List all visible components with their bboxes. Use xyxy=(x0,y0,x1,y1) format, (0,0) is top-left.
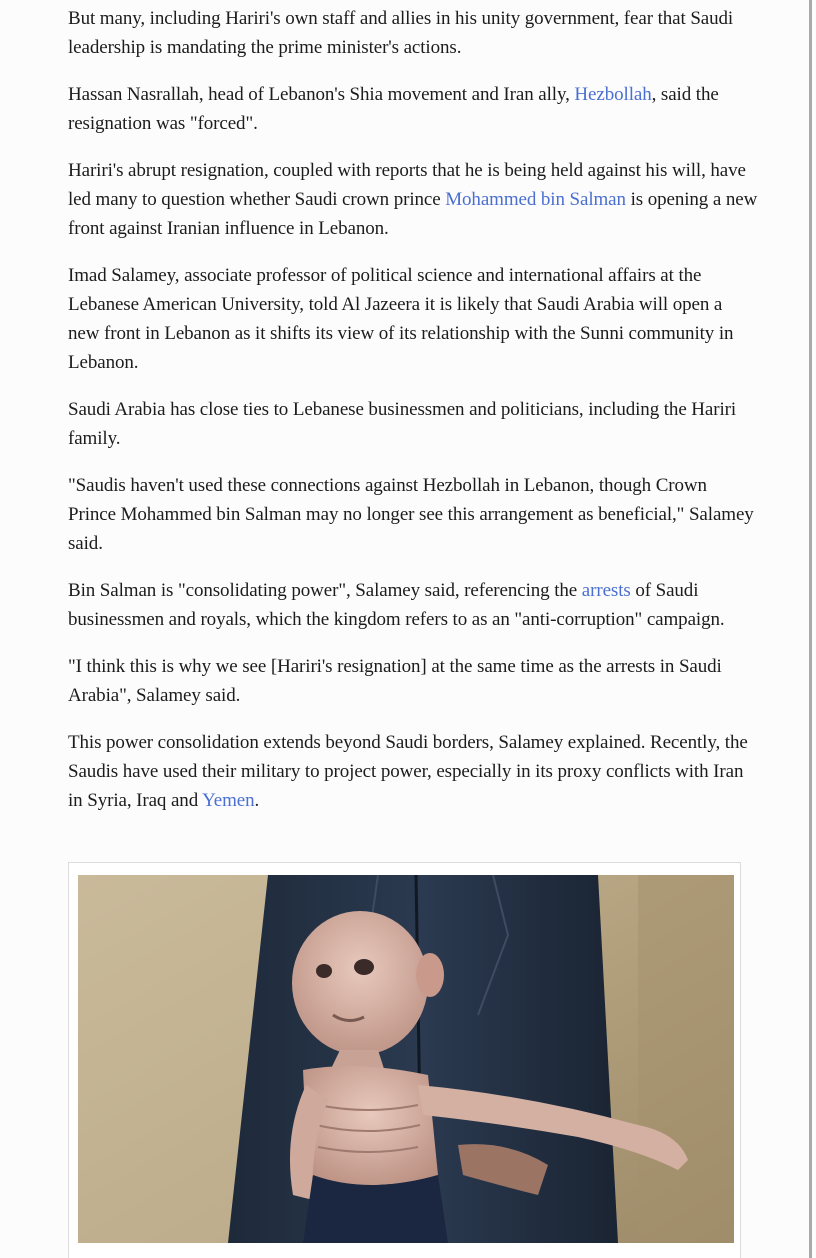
paragraph-7-text-b: of Saudi businessmen and royals, which the kingdom refers to as an "anti-corruption" campaign. xyxy=(68,580,725,630)
hezbollah-link[interactable]: Hezbollah xyxy=(574,84,652,105)
arrests-link[interactable]: arrests xyxy=(581,580,631,601)
mohammed-bin-salman-link[interactable]: Mohammed bin Salman xyxy=(445,189,626,210)
paragraph-9-text-b: . xyxy=(254,790,260,811)
paragraph-2 xyxy=(68,80,758,138)
paragraph-2-text-b: , said the resignation was "forced". xyxy=(68,84,719,134)
paragraph-9 xyxy=(68,728,758,815)
paragraph-5: Saudi Arabia has close ties to Lebanese businessmen and politicians, including the Hariri family. xyxy=(68,399,737,449)
photo-illustration xyxy=(78,875,734,1243)
paragraph-4: Imad Salamey, associate professor of political science and international affairs at the Lebanese American University, told Al Jazeera it is likely that Saudi Arabia will open a new front in Lebanon as it shifts its view of its relationship with the Sunni community in Lebanon. xyxy=(68,265,734,373)
paragraph-7 xyxy=(68,576,758,634)
paragraph-3-text-a: Hariri's abrupt resignation, coupled with reports that he is being held against his will, have led many to question whether Saudi crown prince xyxy=(68,160,746,210)
paragraph-3-text-b: is opening a new front against Iranian influence in Lebanon. xyxy=(68,189,758,239)
page-edge-divider xyxy=(809,0,812,1258)
article-body xyxy=(68,4,758,833)
article-figure xyxy=(68,862,741,1258)
paragraph-1: But many, including Hariri's own staff and allies in his unity government, fear that Saudi leadership is mandating the prime minister's actions. xyxy=(68,8,734,58)
paragraph-8: "I think this is why we see [Hariri's resignation] at the same time as the arrests in Saudi Arabia", Salamey said. xyxy=(68,656,722,706)
paragraph-9-text-a: This power consolidation extends beyond Saudi borders, Salamey explained. Recently, the Saudis have used their military to project power, especially in its proxy conflicts with Iran in Syria, Iraq and xyxy=(68,732,748,811)
paragraph-3 xyxy=(68,156,758,243)
paragraph-6: "Saudis haven't used these connections against Hezbollah in Lebanon, though Crown Prince Mohammed bin Salman may no longer see this arrangement as beneficial," Salamey said. xyxy=(68,475,754,554)
news-photo[interactable] xyxy=(78,875,734,1243)
paragraph-7-text-a: Bin Salman is "consolidating power", Salamey said, referencing the xyxy=(68,580,582,601)
yemen-link[interactable]: Yemen xyxy=(202,790,255,811)
paragraph-2-text-a: Hassan Nasrallah, head of Lebanon's Shia movement and Iran ally, xyxy=(68,84,575,105)
